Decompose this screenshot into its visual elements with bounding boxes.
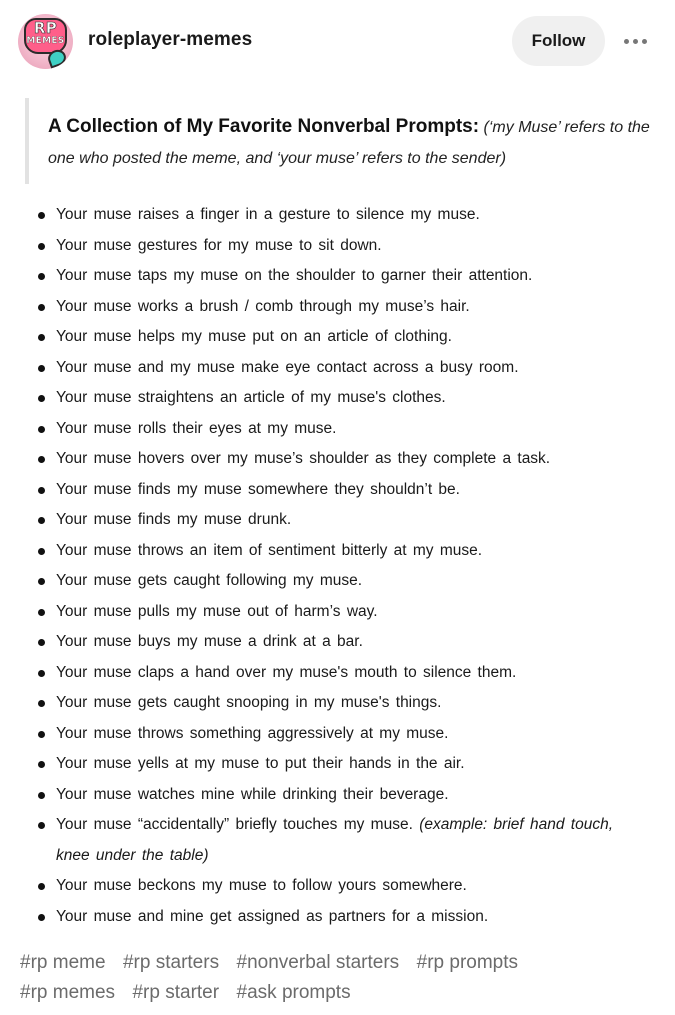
- list-item: [0, 261, 675, 292]
- bullet: [38, 334, 45, 341]
- bullet: [38, 395, 45, 402]
- list-item: [0, 566, 675, 597]
- avatar-logo-text: [24, 21, 67, 47]
- list-item: [0, 383, 675, 414]
- list-item: [0, 597, 675, 628]
- bullet: [38, 670, 45, 677]
- tag-list: [20, 948, 660, 1008]
- prompt-list: [0, 200, 675, 932]
- post-heading: A Collection of My Favorite Nonverbal Prompts:: [48, 116, 480, 137]
- quote-text: [48, 111, 653, 174]
- prompt-text: Your muse gets caught snooping in my muse's things.: [56, 694, 442, 711]
- prompt-text: Your muse gets caught following my muse.: [56, 572, 363, 589]
- prompt-example: (example: brief hand touch, knee under the table): [56, 816, 614, 864]
- prompt-text: Your muse taps my muse on the shoulder to garner their attention.: [56, 267, 533, 284]
- post-quote-block: [25, 98, 650, 184]
- list-item: [0, 902, 675, 933]
- list-item: [0, 444, 675, 475]
- more-dot: [633, 39, 638, 44]
- list-item: [0, 719, 675, 750]
- list-item: [0, 414, 675, 445]
- tag-row: [20, 948, 660, 978]
- bullet: [38, 700, 45, 707]
- bullet: [38, 456, 45, 463]
- blog-name[interactable]: roleplayer-memes: [88, 29, 253, 50]
- prompt-text: Your muse and my muse make eye contact across a busy room.: [56, 358, 519, 376]
- prompt-text: Your muse watches mine while drinking their beverage.: [56, 785, 449, 803]
- tag-link[interactable]: #rp starter: [132, 982, 220, 1003]
- follow-button[interactable]: Follow: [512, 16, 605, 66]
- list-item: [0, 627, 675, 658]
- prompt-text: Your muse “accidentally” briefly touches my muse.: [56, 816, 413, 833]
- prompt-text: Your muse pulls my muse out of harm’s way.: [56, 602, 378, 620]
- bullet: [38, 365, 45, 372]
- more-horizontal-icon[interactable]: [620, 30, 652, 52]
- list-item: [0, 292, 675, 323]
- tag-link[interactable]: #ask prompts: [236, 982, 351, 1003]
- list-item: [0, 475, 675, 506]
- prompt-text: Your muse buys my muse a drink at a bar.: [56, 633, 363, 650]
- list-item: [0, 353, 675, 384]
- tag-link[interactable]: #rp starters: [122, 952, 220, 973]
- bullet: [38, 761, 45, 768]
- bullet: [38, 212, 45, 219]
- bullet: [38, 822, 45, 829]
- prompt-text: Your muse rolls their eyes at my muse.: [56, 419, 337, 437]
- prompt-text: Your muse finds my muse somewhere they shouldn’t be.: [56, 480, 460, 498]
- post-header: [0, 0, 675, 84]
- more-dot: [624, 39, 629, 44]
- prompt-text: Your muse finds my muse drunk.: [56, 511, 292, 528]
- post-heading-note: (‘my Muse’ refers to the one who posted the meme, and ‘your muse’ refers to the sender): [48, 119, 650, 167]
- list-item: [0, 658, 675, 689]
- prompt-text: Your muse raises a finger in a gesture to silence my muse.: [56, 206, 480, 223]
- bullet: [38, 517, 45, 524]
- list-item: [0, 749, 675, 780]
- avatar-text-bottom: MEMES: [26, 36, 65, 46]
- prompt-text: Your muse yells at my muse to put their hands in the air.: [56, 755, 465, 772]
- bullet: [38, 578, 45, 585]
- list-item: [0, 536, 675, 567]
- bullet: [38, 609, 45, 616]
- prompt-text: Your muse throws an item of sentiment bitterly at my muse.: [56, 541, 483, 559]
- prompt-text: Your muse and mine get assigned as partners for a mission.: [56, 907, 489, 925]
- bullet: [38, 273, 45, 280]
- list-item: [0, 322, 675, 353]
- bullet: [38, 304, 45, 311]
- prompt-text: Your muse works a brush / comb through my muse’s hair.: [56, 297, 470, 315]
- list-item: [0, 810, 675, 871]
- prompt-text: Your muse gestures for my muse to sit down.: [56, 236, 382, 254]
- bullet: [38, 639, 45, 646]
- list-item: [0, 200, 675, 231]
- list-item: [0, 688, 675, 719]
- list-item: [0, 231, 675, 262]
- prompt-text: Your muse claps a hand over my muse's mouth to silence them.: [56, 663, 517, 681]
- tag-link[interactable]: #nonverbal starters: [236, 952, 400, 973]
- bullet: [38, 914, 45, 921]
- avatar-text-top: RP: [33, 19, 58, 37]
- tag-link[interactable]: #rp prompts: [416, 952, 519, 973]
- list-item: [0, 871, 675, 902]
- list-item: [0, 780, 675, 811]
- prompt-text: Your muse straightens an article of my muse's clothes.: [56, 389, 446, 406]
- more-dot: [642, 39, 647, 44]
- bullet: [38, 426, 45, 433]
- prompt-text: Your muse hovers over my muse’s shoulder as they complete a task.: [56, 450, 551, 467]
- bullet: [38, 243, 45, 250]
- avatar[interactable]: [18, 14, 73, 69]
- tag-link[interactable]: #rp memes: [20, 982, 116, 1003]
- prompt-text: Your muse throws something aggressively at my muse.: [56, 724, 449, 742]
- bullet: [38, 731, 45, 738]
- tag-row: [20, 978, 660, 1008]
- tag-link[interactable]: #rp meme: [20, 952, 106, 973]
- bullet: [38, 548, 45, 555]
- bullet: [38, 792, 45, 799]
- prompt-text: Your muse beckons my muse to follow yours somewhere.: [56, 877, 467, 894]
- bullet: [38, 487, 45, 494]
- bullet: [38, 883, 45, 890]
- list-item: [0, 505, 675, 536]
- prompt-text: Your muse helps my muse put on an article of clothing.: [56, 328, 452, 345]
